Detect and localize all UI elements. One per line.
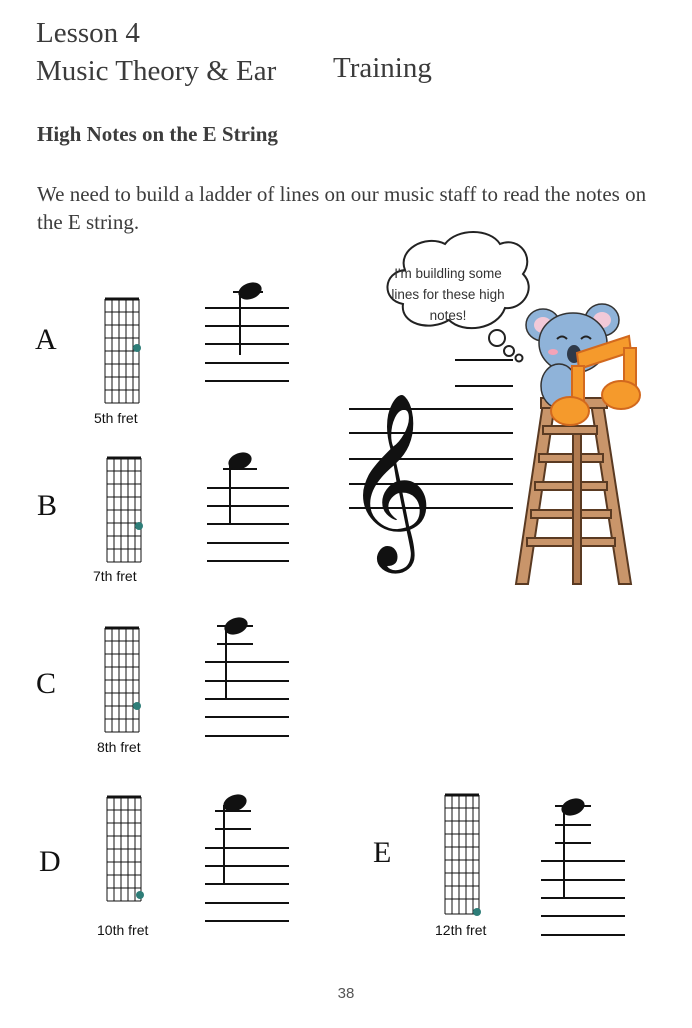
staff-note-e — [539, 795, 629, 940]
fret-dot — [473, 908, 481, 916]
bubble-text-line-1: I'm buildling some — [394, 266, 502, 281]
fret-dot — [135, 522, 143, 530]
bubble-text-line-3: notes! — [429, 308, 467, 323]
fret-label-d: 10th fret — [97, 922, 149, 938]
exercise-letter-c: C — [36, 667, 57, 700]
fret-label-b: 7th fret — [93, 568, 137, 584]
ladder-illustration — [345, 228, 645, 593]
intro-paragraph: We need to build a ladder of lines on our music staff to read the notes on the E string. — [37, 182, 647, 234]
staff-note-a — [203, 280, 293, 390]
fretboard-diagram-c — [104, 626, 144, 736]
fret-dot — [136, 891, 144, 899]
fretboard-diagram-b — [106, 456, 146, 566]
bubble-text-line-2: lines for these high — [391, 287, 505, 302]
page-title: Music Theory & Ear — [36, 55, 277, 87]
fret-label-a: 5th fret — [94, 410, 138, 426]
staff-note-c — [203, 612, 293, 742]
exercise-letter-a: A — [35, 323, 57, 356]
fretboard-diagram-e — [444, 793, 484, 918]
page-number: 38 — [337, 985, 355, 1002]
staff-note-b — [205, 448, 295, 568]
page-title-continued: Training — [333, 52, 432, 84]
fretboard-diagram-d — [106, 795, 146, 905]
exercise-letter-b: B — [37, 489, 58, 522]
fretboard-diagram-a — [104, 297, 144, 407]
exercise-letter-d: D — [39, 845, 61, 878]
fret-label-c: 8th fret — [97, 739, 141, 755]
fret-dot — [133, 702, 141, 710]
fret-dot — [133, 344, 141, 352]
lesson-title: Lesson 4 — [36, 17, 140, 49]
staff-note-d — [203, 790, 293, 925]
treble-clef-icon: 𝄞 — [345, 392, 434, 566]
exercise-letter-e: E — [373, 836, 392, 869]
section-subtitle: High Notes on the E String — [37, 122, 278, 146]
fret-label-e: 12th fret — [435, 922, 487, 938]
ladder-icon — [516, 398, 631, 584]
